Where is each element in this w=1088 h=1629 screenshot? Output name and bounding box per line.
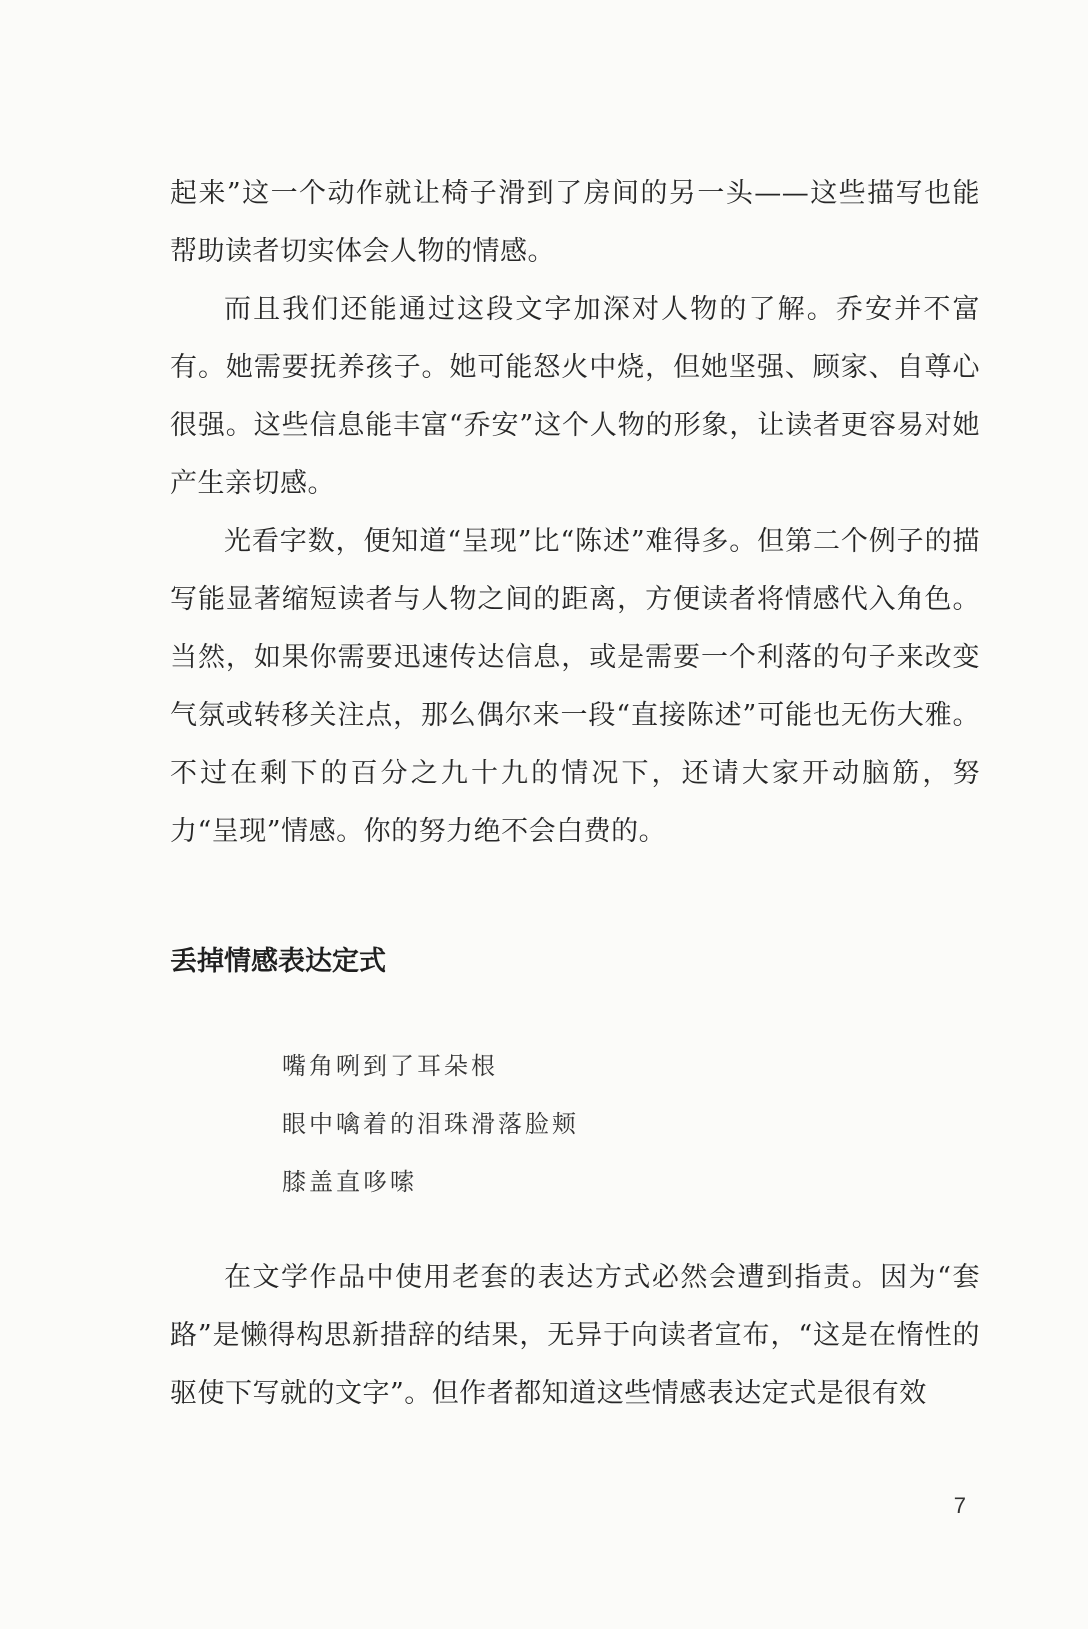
cliche-example-line: 眼中噙着的泪珠滑落脸颊 (282, 1110, 579, 1138)
body-text-bottom (170, 1249, 980, 1423)
paragraph-show-vs-tell: 光看字数，便知道“呈现”比“陈述”难得多。但第二个例子的描写能显著缩短读者与人物之间的距离，方便读者将情感代入角色。当然，如果你需要迅速传达信息，或是需要一个利落的句子来改变气氛或转移关注点，那么偶尔来一段“直接陈述”可能也无伤大雅。不过在剩下的百分之九十九的情况下，还请大家开动脑筋，努力“呈现”情感。你的努力绝不会白费的。 (170, 526, 980, 847)
body-text-top (170, 165, 980, 861)
paragraph-cliche-critique: 在文学作品中使用老套的表达方式必然会遭到指责。因为“套路”是懒得构思新措辞的结果，无异于向读者宣布，“这是在惰性的驱使下写就的文字”。但作者都知道这些情感表达定式是很有效 (170, 1262, 980, 1409)
paragraph-continuation: 起来”这一个动作就让椅子滑到了房间的另一头——这些描写也能帮助读者切实体会人物的情感。 (170, 178, 980, 267)
cliche-examples (282, 1037, 882, 1211)
section-heading: 丢掉情感表达定式 (170, 946, 386, 977)
cliche-example-line: 膝盖直哆嗦 (282, 1168, 417, 1196)
page-number: 7 (953, 1493, 966, 1518)
paragraph-character-insight: 而且我们还能通过这段文字加深对人物的了解。乔安并不富有。她需要抚养孩子。她可能怒火中烧，但她坚强、顾家、自尊心很强。这些信息能丰富“乔安”这个人物的形象，让读者更容易对她产生亲切感。 (170, 294, 980, 499)
cliche-example-line: 嘴角咧到了耳朵根 (282, 1052, 498, 1080)
